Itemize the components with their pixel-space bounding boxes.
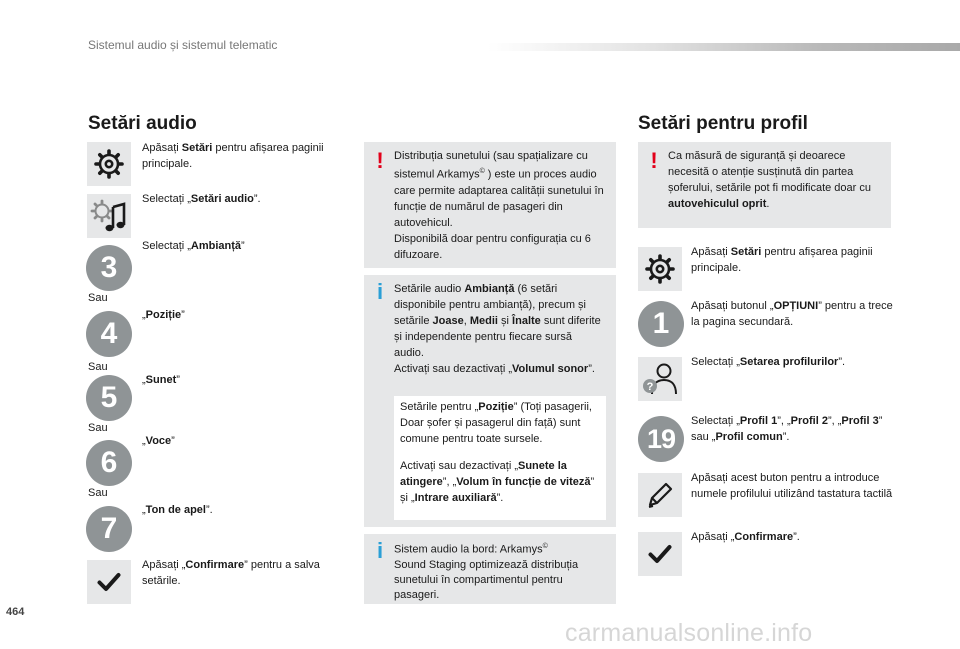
profile-step-6-text: Apăsați „Confirmare”. <box>691 531 800 543</box>
ambiance-info-note <box>364 275 616 527</box>
info-icon: i <box>376 279 384 304</box>
audio-step-2-text: Selectați „Setări audio”. <box>142 193 261 205</box>
step-number-1: 1 <box>638 301 684 347</box>
step-number-4: 4 <box>86 311 132 357</box>
audio-step-5-text: „Sunet” <box>142 374 180 386</box>
audio-settings-icon <box>87 194 131 238</box>
warning-exclamation-icon: ! <box>376 148 384 173</box>
settings-gear-icon <box>638 247 682 291</box>
audio-step-6-text: „Voce” <box>142 435 175 447</box>
warning-note-text: Distribuția sunetului (sau spațializare cu sistemul Arkamys© ) este un proces audio care permite adaptarea calității sunetului în funcție de numărul de pasageri din autovehicul. Disponibilă doar pentru configurația cu 6 difuzoare. <box>394 150 604 261</box>
or-label: Sau <box>88 422 108 434</box>
audio-step-4-text: „Poziție” <box>142 309 185 321</box>
audio-step-3-text: Selectați „Ambianță” <box>142 240 245 252</box>
arkamys-note-text: Sistem audio la bord: Arkamys© Sound Staging optimizează distribuția sunetului în compartimentul pentru pasageri. <box>394 543 579 601</box>
info-note-paragraph-3: Activați sau dezactivați „Sunete la atingere”, „Volum în funcție de viteză” și „Intrare auxiliară”. <box>400 460 595 504</box>
audio-step-7-text: „Ton de apel”. <box>142 504 213 516</box>
profile-step-1-text: Apăsați Setări pentru afișarea paginii principale. <box>691 246 873 274</box>
confirm-checkmark-icon <box>87 560 131 604</box>
step-number-5: 5 <box>86 375 132 421</box>
settings-gear-icon <box>87 142 131 186</box>
step-number-19: 19 <box>638 416 684 462</box>
page-number: 464 <box>6 606 25 618</box>
or-label: Sau <box>88 292 108 304</box>
audio-step-1-text: Apăsați Setări pentru afișarea paginii principale. <box>142 142 324 170</box>
step-number-3: 3 <box>86 245 132 291</box>
watermark: carmanualsonline.info <box>565 619 813 647</box>
warning-exclamation-icon: ! <box>650 148 658 173</box>
profile-step-4-text: Selectați „Profil 1”, „Profil 2”, „Profil 3” sau „Profil comun”. <box>691 415 883 443</box>
step-number-6: 6 <box>86 440 132 486</box>
section-header: Sistemul audio și sistemul telematic <box>88 38 278 52</box>
arkamys-info-note <box>364 534 616 604</box>
step-number-7: 7 <box>86 506 132 552</box>
spatialization-warning-note <box>364 142 616 268</box>
profile-warning-text: Ca măsură de siguranță și deoarece necesită o atenție susținută din partea șoferului, setările pot fi modificate doar cu autovehiculul oprit. <box>668 150 871 210</box>
svg-text:?: ? <box>646 381 654 393</box>
profile-step-5-text: Apăsați acest buton pentru a introduce numele profilului utilizând tastatura tactilă <box>691 472 893 500</box>
profile-settings-title: Setări pentru profil <box>638 113 808 134</box>
info-note-inner-panel <box>394 396 606 520</box>
profile-safety-warning-note <box>638 142 891 228</box>
confirm-checkmark-icon <box>638 532 682 576</box>
audio-settings-title: Setări audio <box>88 113 197 134</box>
audio-step-8-text: Apăsați „Confirmare” pentru a salva setările. <box>142 559 320 587</box>
header-gradient-bar <box>488 43 960 51</box>
or-label: Sau <box>88 361 108 373</box>
or-label: Sau <box>88 487 108 499</box>
profile-user-icon <box>638 357 682 401</box>
info-note-paragraph-2: Setările pentru „Poziție” (Toți pasagerii, Doar șofer și pasagerul din față) sunt comune pentru toate sursele. <box>400 401 592 445</box>
profile-step-3-text: Selectați „Setarea profilurilor”. <box>691 356 846 368</box>
profile-step-2-text: Apăsați butonul „OPȚIUNI” pentru a trece la pagina secundară. <box>691 300 893 328</box>
info-icon: i <box>376 538 384 563</box>
edit-pencil-icon <box>638 473 682 517</box>
info-note-paragraph-1: Setările audio Ambianță (6 setări disponibile pentru ambianță), precum și setările Joase, Medii și Înalte sunt diferite și independente pentru fiecare sursă audio. Activați sau dezactivați „Volumul sonor”. <box>394 283 601 375</box>
